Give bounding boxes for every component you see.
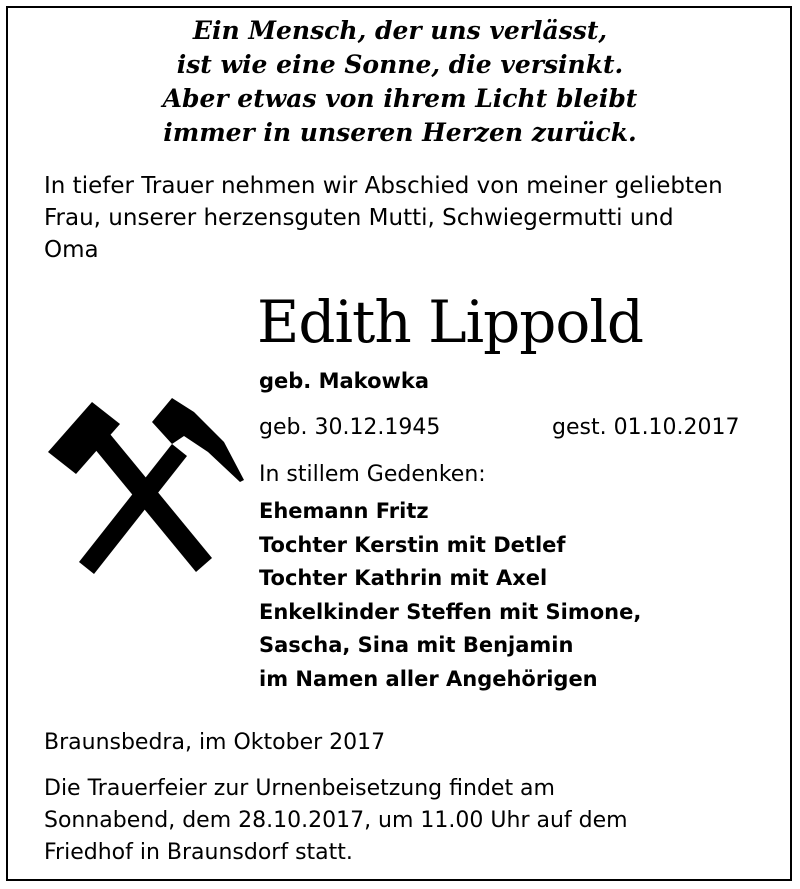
list-item: im Namen aller Angehörigen (259, 666, 598, 691)
maiden-name: geb. Makowka (259, 369, 430, 393)
memorial-heading: In stillem Gedenken: (259, 462, 486, 487)
list-item: Ehemann Fritz (259, 499, 429, 523)
funeral-line: Friedhof in Braunsdorf statt. (44, 840, 353, 865)
poem-line: Ein Mensch, der uns verlässt, (192, 16, 608, 45)
funeral-line: Sonnabend, dem 28.10.2017, um 11.00 Uhr auf dem (44, 808, 628, 833)
crossed-hammers-icon (44, 382, 244, 587)
death-date: gest. 01.10.2017 (552, 415, 740, 440)
poem (0, 14, 800, 150)
list-item: Tochter Kerstin mit Detlef (259, 532, 566, 557)
poem-line: Aber etwas von ihrem Licht bleibt (162, 84, 638, 113)
intro-line: Oma (44, 237, 99, 263)
list-item: Enkelkinder Steffen mit Simone, (259, 599, 642, 624)
intro-line: In tiefer Trauer nehmen wir Abschied von meiner geliebten (44, 173, 723, 199)
deceased-name: Edith Lippold (257, 288, 644, 356)
intro-text (44, 170, 723, 266)
mourners-list (259, 495, 641, 696)
list-item: Tochter Kathrin mit Axel (259, 566, 548, 590)
funeral-line: Die Trauerfeier zur Urnenbeisetzung findet am (44, 776, 555, 801)
funeral-notice (44, 773, 628, 869)
list-item: Sascha, Sina mit Benjamin (259, 633, 574, 657)
poem-line: ist wie eine Sonne, die versinkt. (176, 50, 624, 79)
birth-date: geb. 30.12.1945 (259, 415, 441, 440)
intro-line: Frau, unserer herzensguten Mutti, Schwiegermutti und (44, 205, 674, 231)
poem-line: immer in unseren Herzen zurück. (163, 118, 637, 147)
place-date: Braunsbedra, im Oktober 2017 (44, 730, 386, 755)
